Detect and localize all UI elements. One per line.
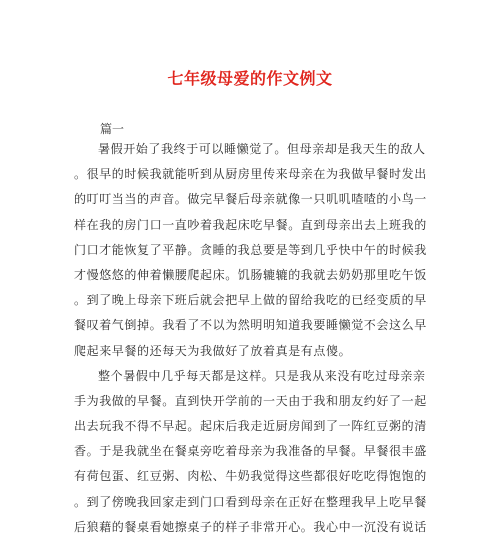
body-line: 。到了晚上母亲下班后就会把早上做的留给我吃的已经变质的早 (74, 293, 427, 308)
body-line: 暑假开始了我终于可以睡懒觉了。但母亲却是我天生的敌人 (98, 142, 426, 156)
section-label: 篇一 (100, 122, 125, 136)
body-line: 有荷包蛋、红豆粥、肉松、牛奶我觉得这些都很好吃吃得饱饱的 (74, 469, 427, 484)
body-line: 手为我做的早餐。直到快开学前的一天由于我和朋友约好了一起 (74, 393, 427, 408)
body-line: 门口才能恢复了平静。贪睡的我总要是等到几乎快中午的时候我 (74, 242, 427, 257)
body-text (74, 137, 427, 540)
document-title: 七年级母爱的作文例文 (167, 69, 333, 88)
body-line: 后狼藉的餐桌看她擦桌子的样子非常开心。我心中一沉没有说话 (74, 519, 427, 534)
body-line: 的叮叮当当的声音。做完早餐后母亲就像一只叽叽喳喳的小鸟一 (74, 192, 427, 207)
body-line: 样在我的房门口一直吵着我起床吃早餐。直到母亲出去上班我的 (74, 217, 427, 232)
body-line: 爬起来早餐的还每天为我做好了放着真是有点傻。 (74, 343, 352, 358)
body-line: 整个暑假中几乎每天都是这样。只是我从来没有吃过母亲亲 (98, 368, 426, 383)
body-line: 。很早的时候我就能听到从厨房里传来母亲在为我做早餐时发出 (74, 167, 427, 182)
body-line: 出去玩我不得不早起。起床后我走近厨房闻到了一阵红豆粥的清 (74, 419, 427, 434)
body-line: 香。于是我就坐在餐桌旁吃着母亲为我准备的早餐。早餐很丰盛 (74, 444, 427, 459)
body-line: 。到了傍晚我回家走到门口看到母亲在正好在整理我早上吃早餐 (74, 494, 427, 509)
body-line: 才慢悠悠的伸着懒腰爬起床。饥肠辘辘的我就去奶奶那里吃午饭 (74, 267, 427, 282)
body-line: 餐叹着气倒掉。我看了不以为然明明知道我要睡懒觉不会这么早 (74, 318, 427, 333)
